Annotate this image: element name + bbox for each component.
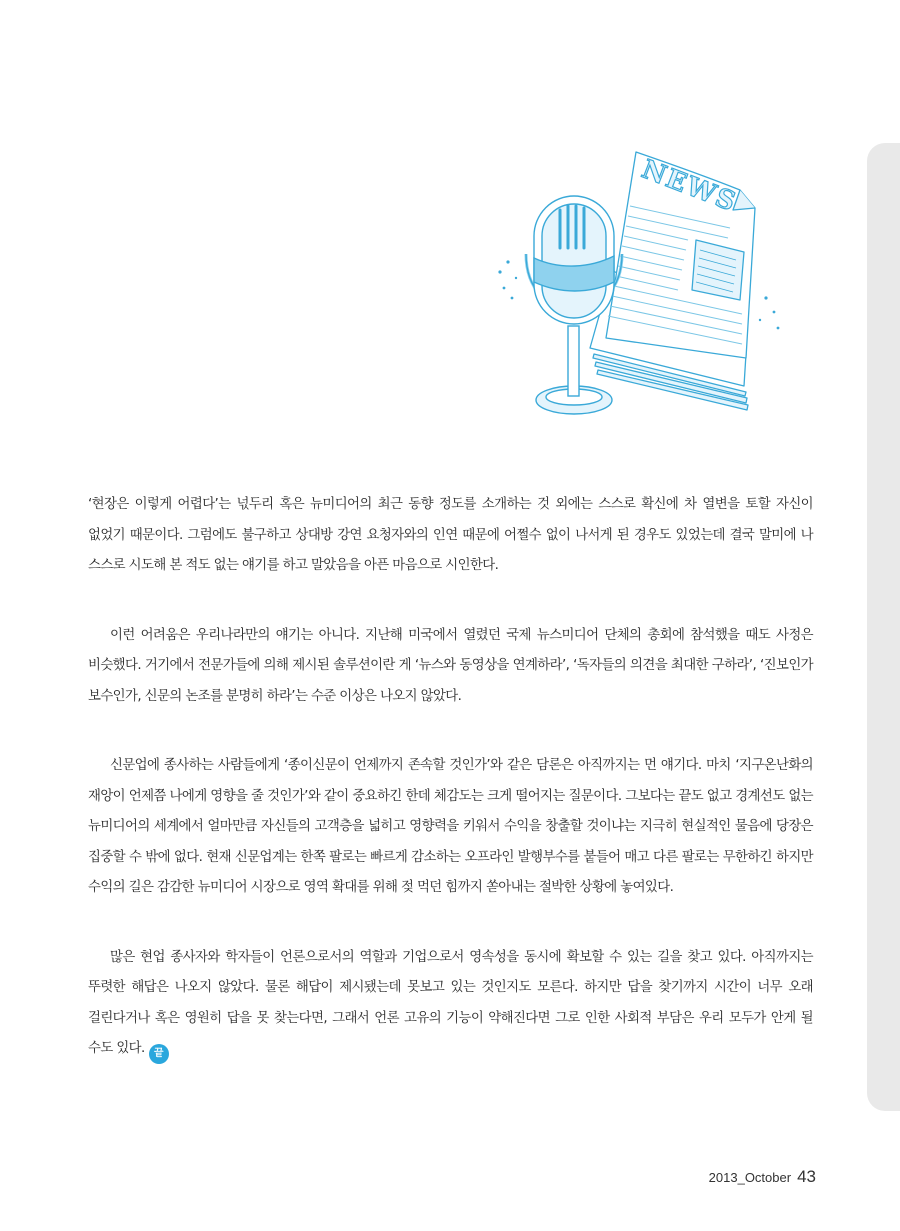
paragraph-4 <box>88 943 813 1065</box>
issue-label: 2013_October <box>708 1170 792 1185</box>
newspaper-masthead: NEWS <box>637 154 742 219</box>
page-number: 43 <box>797 1167 816 1186</box>
paragraph-2: 이런 어려움은 우리나라만의 얘기는 아니다. 지난해 미국에서 열렸던 국제 뉴스미디어 단체의 총회에 참석했을 때도 사정은 비슷했다. 거기에서 전문가들에 의해 제시된 솔루션이란 게 ‘뉴스와 동영상을 연계하라’, ‘독자들의 의견을 최대한 구하라’, ‘진보인가 보수인가, 신문의 논조를 분명히 하라’는 수준 이상은 나오지 않았다. <box>88 627 813 704</box>
page-footer <box>709 1167 816 1187</box>
paragraph-3: 신문업에 종사하는 사람들에게 ‘종이신문이 언제까지 존속할 것인가’와 같은 담론은 아직까지는 먼 얘기다. 마치 ‘지구온난화의 재앙이 언제쯤 나에게 영향을 줄 것인가’와 같이 중요하긴 한데 체감도는 크게 떨어지는 질문이다. 그보다는 끝도 없고 경계선도 없는 뉴미디어의 세계에서 얼마만큼 자신들의 고객층을 넓히고 영향력을 키워서 수익을 창출할 것이냐는 지극히 현실적인 물음에 당장은 집중할 수 밖에 없다. 현재 신문업계는 한쪽 팔로는 빠르게 감소하는 오프라인 발행부수를 붙들어 매고 다른 팔로는 무한하긴 하지만 수익의 길은 감감한 뉴미디어 시장으로 영역 확대를 위해 젖 먹던 힘까지 쏟아내는 절박한 상황에 놓여있다. <box>88 758 813 895</box>
side-tab <box>867 143 900 1111</box>
paragraph-1: ‘현장은 이렇게 어렵다’는 넋두리 혹은 뉴미디어의 최근 동향 정도를 소개하는 것 외에는 스스로 확신에 차 열변을 토할 자신이 없었기 때문이다. 그럼에도 불구하고 상대방 강연 요청자와의 인연 때문에 어쩔수 없이 나서게 된 경우도 있었는데 결국 말미에 나 스스로 시도해 본 적도 없는 얘기를 하고 말았음을 아픈 마음으로 시인한다. <box>88 497 813 573</box>
article-body <box>88 490 813 1104</box>
microphone-icon <box>526 196 622 414</box>
end-mark-icon: 끝 <box>149 1044 169 1064</box>
paragraph-4-text: 많은 현업 종사자와 학자들이 언론으로서의 역할과 기업으로서 영속성을 동시에 확보할 수 있는 길을 찾고 있다. 아직까지는 뚜렷한 해답은 나오지 않았다. 물론 해답이 제시됐는데 못보고 있는 것인지도 모른다. 하지만 답을 찾기까지 시간이 너무 오래 걸린다거나 혹은 영원히 답을 못 찾는다면, 그래서 언론 고유의 기능이 약해진다면 그로 인한 사회적 부담은 우리 모두가 안게 될 수도 있다. <box>88 949 813 1056</box>
microphone-newspaper-illustration <box>490 148 790 428</box>
